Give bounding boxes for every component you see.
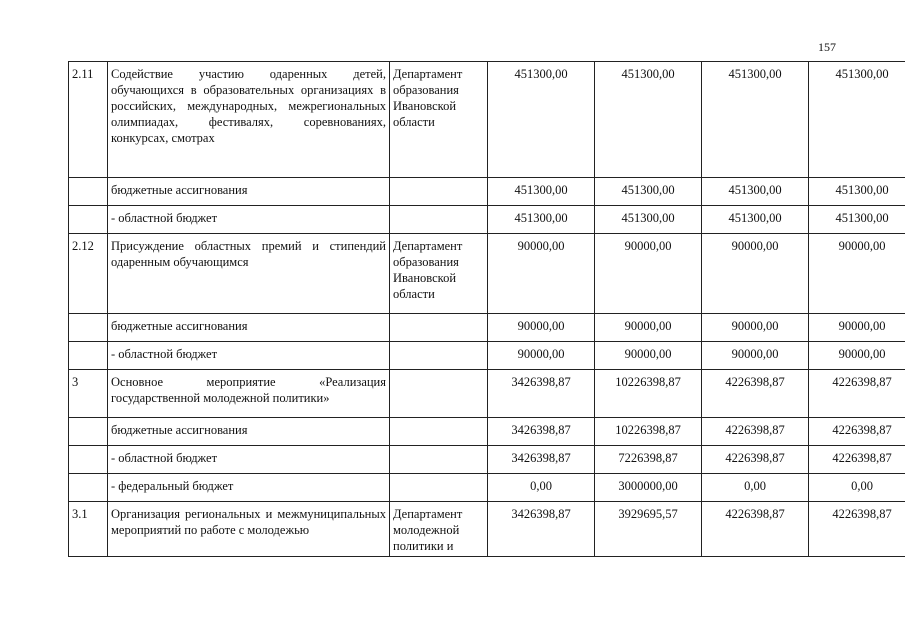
table-row: [69, 502, 905, 557]
item-name-cell: - областной бюджет: [108, 206, 390, 234]
item-name-cell: бюджетные ассигнования: [108, 314, 390, 342]
item-name-cell: Основное мероприятие «Реализация государственной молодежной политики»: [108, 370, 390, 418]
value-cell-2: 7226398,87: [595, 446, 702, 474]
value-cell-3: 4226398,87: [702, 502, 809, 557]
table-row: [69, 342, 905, 370]
table-row: [69, 314, 905, 342]
value-cell-2: 451300,00: [595, 178, 702, 206]
value-cell-1: 3426398,87: [488, 370, 595, 418]
executor-cell: Департамент образования Ивановской области: [390, 62, 488, 178]
value-cell-2: 90000,00: [595, 342, 702, 370]
value-cell-3: 90000,00: [702, 314, 809, 342]
value-cell-1: 90000,00: [488, 342, 595, 370]
value-cell-2: 90000,00: [595, 234, 702, 314]
value-cell-2: 10226398,87: [595, 418, 702, 446]
item-name-cell: - областной бюджет: [108, 446, 390, 474]
value-cell-1: 451300,00: [488, 62, 595, 178]
page-number: 157: [818, 40, 836, 54]
value-cell-2: 3929695,57: [595, 502, 702, 557]
value-cell-3: 451300,00: [702, 178, 809, 206]
item-name-cell: Содействие участию одаренных детей, обучающихся в образовательных организациях в российских, международных, межрегиональных олимпиадах, фестивалях, соревнованиях, конкурсах, смотрах: [108, 62, 390, 178]
value-cell-3: 451300,00: [702, 206, 809, 234]
row-number-cell: 2.12: [69, 234, 108, 314]
value-cell-1: 90000,00: [488, 314, 595, 342]
table-row: [69, 62, 905, 178]
table-row: [69, 206, 905, 234]
row-number-cell: [69, 446, 108, 474]
value-cell-3: 4226398,87: [702, 418, 809, 446]
value-cell-3: 0,00: [702, 474, 809, 502]
table-row: [69, 370, 905, 418]
value-cell-1: 3426398,87: [488, 418, 595, 446]
value-cell-2: 451300,00: [595, 206, 702, 234]
row-number-cell: 2.11: [69, 62, 108, 178]
executor-cell: [390, 314, 488, 342]
row-number-cell: [69, 418, 108, 446]
executor-cell: [390, 206, 488, 234]
row-number-cell: 3.1: [69, 502, 108, 557]
value-cell-3: 90000,00: [702, 342, 809, 370]
executor-cell: [390, 474, 488, 502]
item-name-cell: - федеральный бюджет: [108, 474, 390, 502]
value-cell-2: 10226398,87: [595, 370, 702, 418]
value-cell-3: 4226398,87: [702, 446, 809, 474]
executor-cell: [390, 446, 488, 474]
table-row: [69, 474, 905, 502]
value-cell-4: 4226398,87: [809, 418, 905, 446]
value-cell-3: 451300,00: [702, 62, 809, 178]
value-cell-1: 3426398,87: [488, 446, 595, 474]
item-name-cell: бюджетные ассигнования: [108, 178, 390, 206]
row-number-cell: [69, 178, 108, 206]
value-cell-4: 4226398,87: [809, 370, 905, 418]
value-cell-4: 90000,00: [809, 234, 905, 314]
executor-cell: [390, 342, 488, 370]
table-row: [69, 234, 905, 314]
item-name-cell: Присуждение областных премий и стипендий одаренным обучающимся: [108, 234, 390, 314]
table-row: [69, 178, 905, 206]
executor-cell: Департамент молодежной политики и: [390, 502, 488, 557]
value-cell-4: 90000,00: [809, 342, 905, 370]
value-cell-1: 0,00: [488, 474, 595, 502]
item-name-cell: Организация региональных и межмуниципальных мероприятий по работе с молодежью: [108, 502, 390, 557]
value-cell-4: 451300,00: [809, 206, 905, 234]
value-cell-1: 451300,00: [488, 178, 595, 206]
value-cell-4: 4226398,87: [809, 502, 905, 557]
table-row: [69, 446, 905, 474]
row-number-cell: [69, 474, 108, 502]
table-row: [69, 418, 905, 446]
row-number-cell: 3: [69, 370, 108, 418]
item-name-cell: бюджетные ассигнования: [108, 418, 390, 446]
value-cell-4: 0,00: [809, 474, 905, 502]
table-body: [69, 62, 905, 557]
executor-cell: [390, 418, 488, 446]
value-cell-3: 90000,00: [702, 234, 809, 314]
value-cell-4: 4226398,87: [809, 446, 905, 474]
value-cell-1: 3426398,87: [488, 502, 595, 557]
row-number-cell: [69, 206, 108, 234]
value-cell-4: 90000,00: [809, 314, 905, 342]
value-cell-2: 3000000,00: [595, 474, 702, 502]
item-name-cell: - областной бюджет: [108, 342, 390, 370]
value-cell-1: 451300,00: [488, 206, 595, 234]
value-cell-3: 4226398,87: [702, 370, 809, 418]
budget-table: [68, 61, 905, 557]
executor-cell: [390, 178, 488, 206]
value-cell-2: 90000,00: [595, 314, 702, 342]
executor-cell: Департамент образования Ивановской области: [390, 234, 488, 314]
value-cell-4: 451300,00: [809, 62, 905, 178]
value-cell-2: 451300,00: [595, 62, 702, 178]
row-number-cell: [69, 342, 108, 370]
value-cell-1: 90000,00: [488, 234, 595, 314]
value-cell-4: 451300,00: [809, 178, 905, 206]
row-number-cell: [69, 314, 108, 342]
executor-cell: [390, 370, 488, 418]
